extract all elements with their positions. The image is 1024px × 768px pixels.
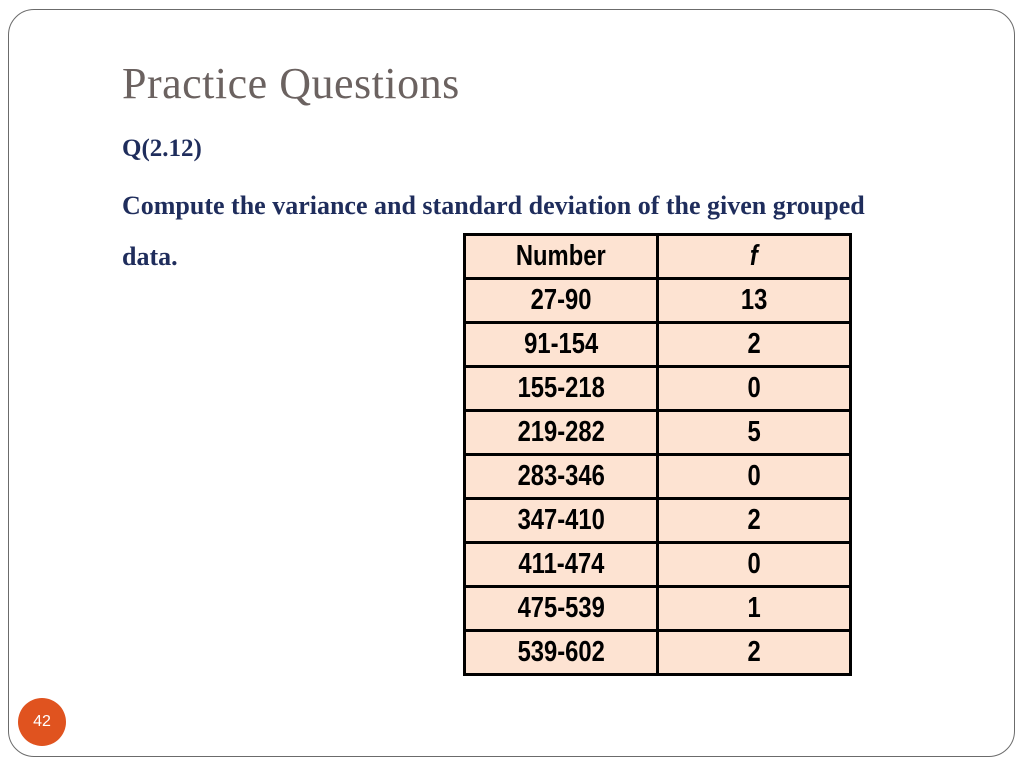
frequency-cell: 0 [658, 543, 851, 587]
table-row [465, 455, 851, 499]
class-interval-cell: 347-410 [465, 499, 658, 543]
table-row [465, 499, 851, 543]
frequency-cell: 13 [658, 279, 851, 323]
class-interval-cell: 91-154 [465, 323, 658, 367]
frequency-table [463, 233, 852, 676]
class-interval-cell: 219-282 [465, 411, 658, 455]
table-row [465, 631, 851, 675]
slide-title: Practice Questions [122, 59, 460, 108]
table-row [465, 587, 851, 631]
header-number: Number [465, 235, 658, 279]
page-number-badge: 42 [18, 698, 66, 746]
question-text: Compute the variance and standard deviation of the given grouped data. [122, 191, 865, 271]
frequency-cell: 1 [658, 587, 851, 631]
table-row [465, 411, 851, 455]
class-interval-cell: 283-346 [465, 455, 658, 499]
frequency-cell: 0 [658, 367, 851, 411]
frequency-cell: 0 [658, 455, 851, 499]
frequency-cell: 2 [658, 631, 851, 675]
header-frequency: f [658, 235, 851, 279]
class-interval-cell: 475-539 [465, 587, 658, 631]
frequency-cell: 2 [658, 323, 851, 367]
class-interval-cell: 155-218 [465, 367, 658, 411]
class-interval-cell: 27-90 [465, 279, 658, 323]
table-row [465, 367, 851, 411]
frequency-cell: 5 [658, 411, 851, 455]
table-row [465, 323, 851, 367]
class-interval-cell: 411-474 [465, 543, 658, 587]
frequency-cell: 2 [658, 499, 851, 543]
table-row [465, 543, 851, 587]
table-header-row [465, 235, 851, 279]
class-interval-cell: 539-602 [465, 631, 658, 675]
table-row [465, 279, 851, 323]
question-number: Q(2.12) [122, 135, 202, 162]
